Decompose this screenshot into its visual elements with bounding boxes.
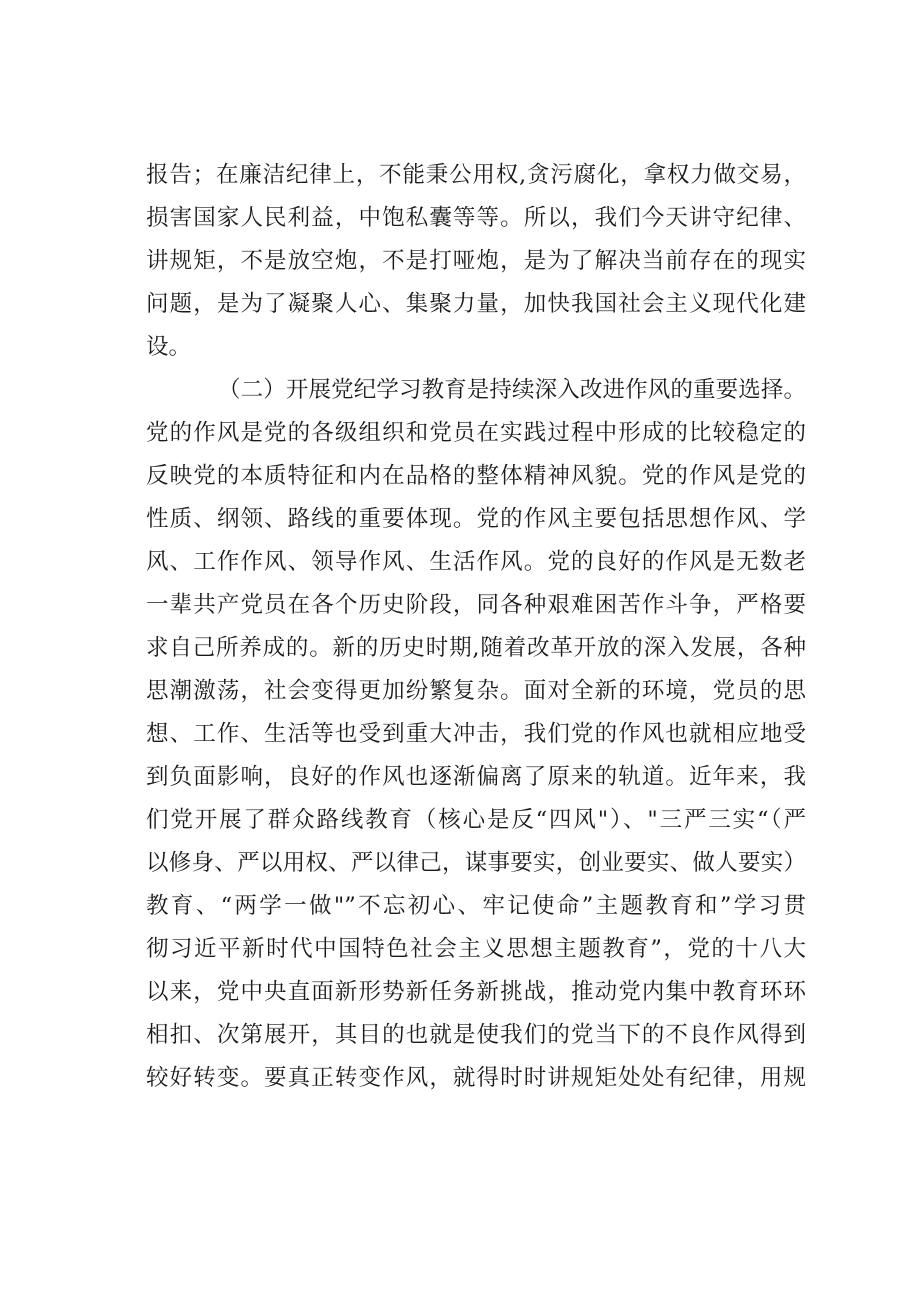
paragraph-section-two — [146, 369, 806, 1100]
text-line: 教育、“两学一做"”不忘初心、牢记使命”主题教育和”学习贯 — [146, 893, 806, 919]
text-line: 们党开展了群众路线教育（核心是反“四风"）、"三严三实“（严 — [146, 807, 806, 833]
paragraph-continuation — [146, 154, 806, 369]
text-line: 反映党的本质特征和内在品格的整体精神风貌。党的作风是党的 — [146, 463, 806, 489]
text-line: 以修身、严以用权、严以律己，谋事要实，创业要实、做人要实） — [146, 850, 806, 876]
text-line: 报告；在廉洁纪律上，不能秉公用权,贪污腐化，拿权力做交易， — [146, 162, 806, 188]
text-line: 讲规矩，不是放空炮，不是打哑炮，是为了解决当前存在的现实 — [146, 248, 806, 274]
section-heading-line: （二）开展党纪学习教育是持续深入改进作风的重要选择。 — [218, 377, 806, 403]
text-line: 风、工作作风、领导作风、生活作风。党的良好的作风是无数老 — [146, 549, 806, 575]
text-line: 相扣、次第展开，其目的也就是使我们的党当下的不良作风得到 — [146, 1022, 806, 1048]
text-line: 设。 — [146, 334, 192, 360]
text-line: 彻习近平新时代中国特色社会主义思想主题教育”，党的十八大 — [146, 936, 806, 962]
text-line: 思潮激荡，社会变得更加纷繁复杂。面对全新的环境，党员的思 — [146, 678, 806, 704]
text-line: 损害国家人民利益，中饱私囊等等。所以，我们今天讲守纪律、 — [146, 205, 806, 231]
text-line: 到负面影响，良好的作风也逐渐偏离了原来的轨道。近年来，我 — [146, 764, 806, 790]
text-line: 以来，党中央直面新形势新任务新挑战，推动党内集中教育环环 — [146, 979, 806, 1005]
text-line: 想、工作、生活等也受到重大冲击，我们党的作风也就相应地受 — [146, 721, 806, 747]
text-line: 一辈共产党员在各个历史阶段，同各种艰难困苦作斗争，严格要 — [146, 592, 806, 618]
text-line: 性质、纲领、路线的重要体现。党的作风主要包括思想作风、学 — [146, 506, 806, 532]
text-line: 问题，是为了凝聚人心、集聚力量，加快我国社会主义现代化建 — [146, 291, 806, 317]
text-line: 较好转变。要真正转变作风，就得时时讲规矩处处有纪律，用规 — [146, 1065, 806, 1091]
text-line: 党的作风是党的各级组织和党员在实践过程中形成的比较稳定的 — [146, 420, 806, 446]
text-line: 求自己所养成的。新的历史时期,随着改革开放的深入发展，各种 — [146, 635, 806, 661]
